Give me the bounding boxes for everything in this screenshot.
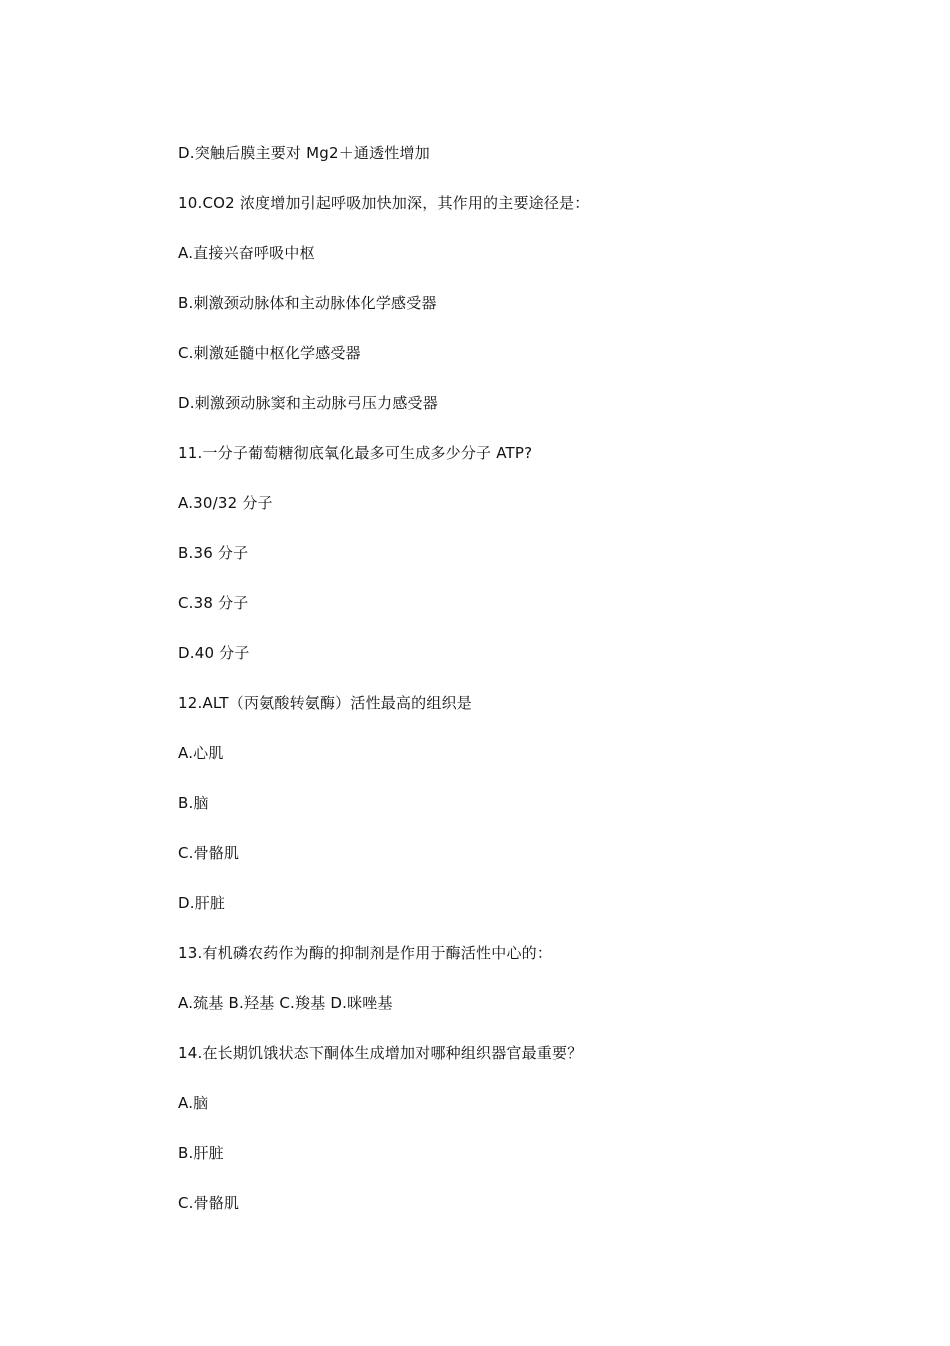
option-11c: C.38 分子: [178, 594, 249, 612]
option-12a: A.心肌: [178, 744, 224, 762]
option-14a: A.脑: [178, 1094, 209, 1112]
option-12b: B.脑: [178, 794, 209, 812]
option-11a: A.30/32 分子: [178, 494, 273, 512]
option-10a: A.直接兴奋呼吸中枢: [178, 244, 315, 262]
question-14: 14.在长期饥饿状态下酮体生成增加对哪种组织器官最重要？: [178, 1044, 583, 1062]
option-12d: D.肝脏: [178, 894, 226, 912]
question-10: 10.CO2 浓度增加引起呼吸加快加深，其作用的主要途径是：: [178, 194, 590, 212]
option-10d: D.刺激颈动脉窦和主动脉弓压力感受器: [178, 394, 438, 412]
option-11d: D.40 分子: [178, 644, 250, 662]
option-10c: C.刺激延髓中枢化学感受器: [178, 344, 361, 362]
option-14b: B.肝脏: [178, 1144, 224, 1162]
question-11: 11.一分子葡萄糖彻底氧化最多可生成多少分子 ATP?: [178, 444, 533, 462]
question-12: 12.ALT（丙氨酸转氨酶）活性最高的组织是: [178, 694, 472, 712]
option-11b: B.36 分子: [178, 544, 249, 562]
option-9d: D.突触后膜主要对 Mg2＋通透性增加: [178, 144, 430, 162]
options-13: A.巯基 B.羟基 C.羧基 D.咪唑基: [178, 994, 393, 1012]
option-12c: C.骨骼肌: [178, 844, 240, 862]
option-14c: C.骨骼肌: [178, 1194, 240, 1212]
question-13: 13.有机磷农药作为酶的抑制剂是作用于酶活性中心的：: [178, 944, 553, 962]
document-body: [178, 140, 878, 1240]
option-10b: B.刺激颈动脉体和主动脉体化学感受器: [178, 294, 437, 312]
